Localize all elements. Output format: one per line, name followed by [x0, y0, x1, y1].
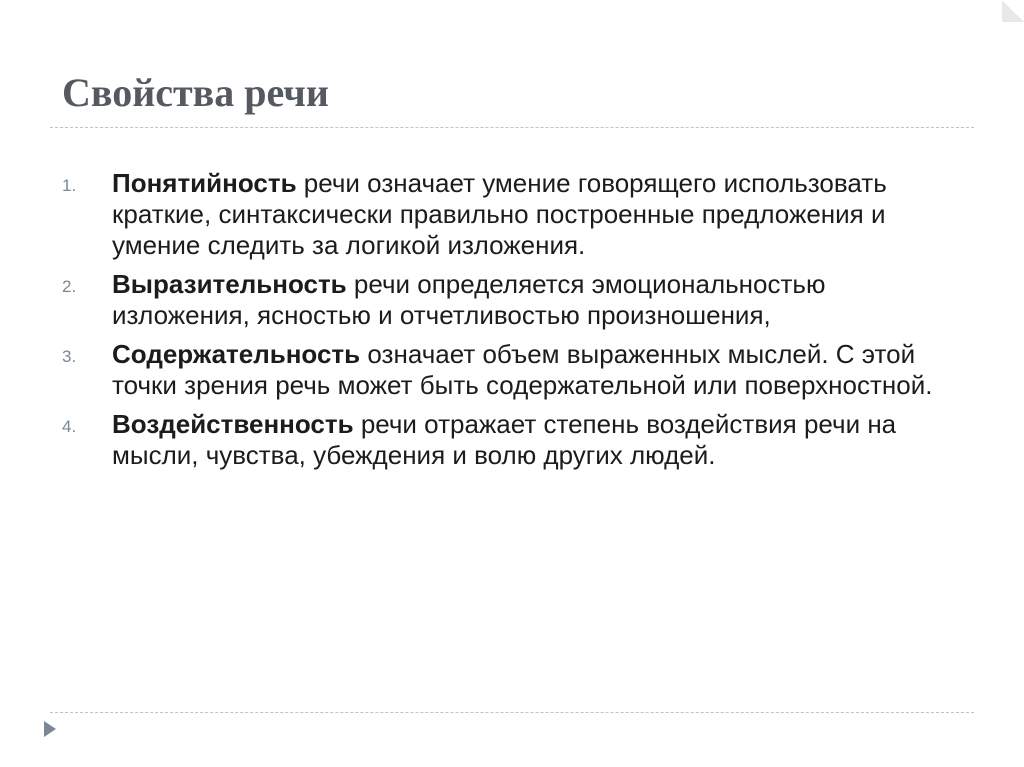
page-title: Свойства речи: [62, 70, 329, 115]
page-corner-fold: [1002, 0, 1024, 22]
list-item-text: означает объем выраженных мыслей. С этой точки зрения речь может быть содержательной или поверхностной.: [112, 339, 933, 400]
list-item-text: речи определяется эмоциональностью изложения, ясностью и отчетливостью произношения,: [112, 269, 826, 330]
list-item-term: Воздейственность: [112, 409, 354, 439]
list-item: [62, 409, 962, 471]
list-item-text: речи означает умение говорящего использовать краткие, синтаксически правильно построенные предложения и умение следить за логикой изложения.: [112, 168, 887, 260]
list-item-term: Понятийность: [112, 168, 297, 198]
footer-divider: [50, 712, 974, 713]
list-item-number: 2.: [62, 277, 77, 296]
list-item-number: 3.: [62, 347, 77, 366]
list-item: [62, 168, 962, 261]
triangle-right-icon: [44, 721, 56, 737]
title-divider: [50, 127, 974, 128]
list-item: [62, 339, 962, 401]
list-item-term: Выразительность: [112, 269, 347, 299]
properties-list: [62, 168, 962, 479]
list-item-text: речи отражает степень воздействия речи на мысли, чувства, убеждения и волю других людей.: [112, 409, 897, 470]
list-item-term: Содержательность: [112, 339, 361, 369]
list-item-number: 1.: [62, 176, 77, 195]
list-item: [62, 269, 962, 331]
list-item-number: 4.: [62, 417, 77, 436]
